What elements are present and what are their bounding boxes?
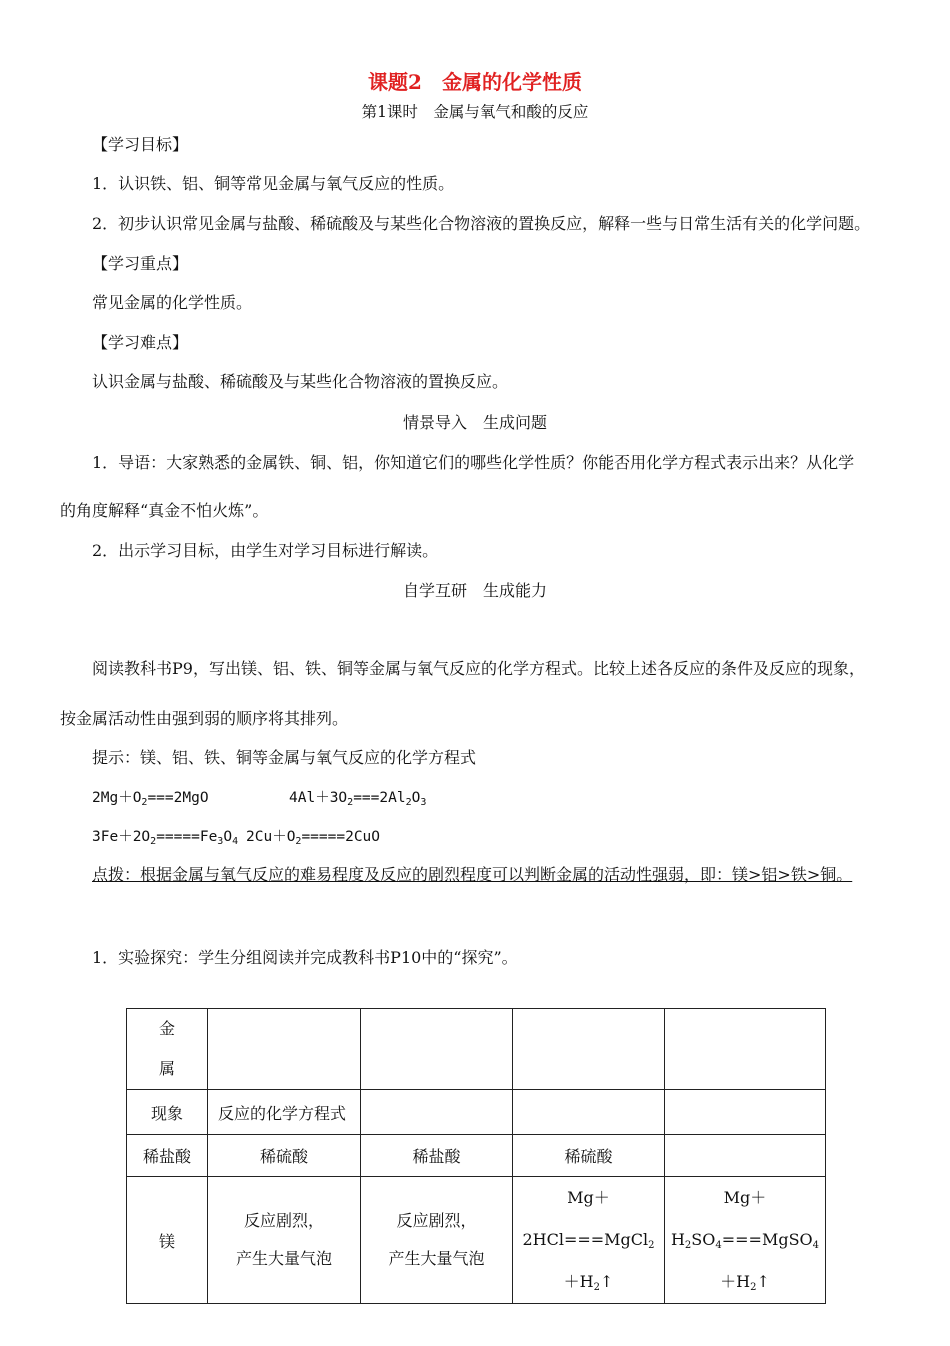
table-cell: [361, 1090, 513, 1135]
table-cell-hcl: 稀盐酸: [127, 1135, 208, 1177]
section-heading-intro: 情景导入 生成问题: [402, 413, 547, 432]
table-cell-h2so4: 稀硫酸: [208, 1135, 361, 1177]
table-row: [127, 1009, 826, 1090]
difficulties-text: 认识金属与盐酸、稀硫酸及与某些化合物溶液的置换反应。: [92, 372, 509, 391]
table-cell-equation-hcl: Mg＋2HCl===MgCl$_2$ $+H_2↑$: [513, 1177, 665, 1304]
table-cell: [513, 1009, 665, 1090]
equation-iron-oxygen: $3Fe+2O_2=====Fe_3O_4$: [92, 829, 239, 847]
table-cell-equation: 反应的化学方程式: [208, 1090, 361, 1135]
table-cell-reaction-h2so4: 反应剧烈， 产生大量气泡: [361, 1177, 513, 1304]
experiment-table: [126, 1008, 826, 1304]
objectives-header: 【学习目标】: [92, 135, 189, 154]
table-row: [127, 1090, 826, 1135]
table-cell: [665, 1009, 826, 1090]
page-subtitle: 第1课时 金属与氧气和酸的反应: [361, 103, 589, 121]
table-cell: [361, 1009, 513, 1090]
table-cell-magnesium: 镁: [127, 1177, 208, 1304]
table-cell: [665, 1135, 826, 1177]
equation-aluminum-oxygen: $4Al+3O_2===2Al_2O_3$: [289, 790, 427, 808]
intro-item-1-line1: 1．导语：大家熟悉的金属铁、铜、铝，你知道它们的哪些化学性质？你能否用化学方程式表示出来？从化学: [92, 453, 855, 472]
experiment-task: 1．实验探究：学生分组阅读并完成教科书P10中的“探究”。: [92, 948, 518, 967]
equation-copper-oxygen: $2Cu+O_2=====2CuO$: [246, 829, 381, 847]
table-cell: [208, 1009, 361, 1090]
key-points-header: 【学习重点】: [92, 254, 189, 273]
key-points-text: 常见金属的化学性质。: [92, 293, 253, 312]
table-cell: [513, 1090, 665, 1135]
table-cell-h2so4: 稀硫酸: [513, 1135, 665, 1177]
objective-1: 1．认识铁、铝、铜等常见金属与氧气反应的性质。: [92, 174, 455, 193]
table-cell-equation-h2so4: $Mg+H_2SO_4===MgSO_4$ $+H_2↑$: [665, 1177, 826, 1304]
hint-text: 提示：镁、铝、铁、铜等金属与氧气反应的化学方程式: [92, 748, 477, 767]
table-cell: [665, 1090, 826, 1135]
objective-2: 2．初步认识常见金属与盐酸、稀硫酸及与某些化合物溶液的置换反应，解释一些与日常生活有关的化学问题。: [92, 214, 871, 233]
reading-task-line1: 阅读教科书P9，写出镁、铝、铁、铜等金属与氧气反应的化学方程式。比较上述各反应的条件及反应的现象，: [92, 659, 865, 678]
intro-item-1-line2: 的角度解释“真金不怕火炼”。: [60, 501, 269, 520]
table-cell-reaction-hcl: 反应剧烈， 产生大量气泡: [208, 1177, 361, 1304]
section-heading-self-study: 自学互研 生成能力: [402, 581, 547, 600]
intro-item-2: 2．出示学习目标，由学生对学习目标进行解读。: [92, 541, 439, 560]
table-cell-hcl: 稀盐酸: [361, 1135, 513, 1177]
reading-task-line2: 按金属活动性由强到弱的顺序将其排列。: [60, 709, 349, 728]
tip-text: 点拨：根据金属与氧气反应的难易程度及反应的剧烈程度可以判断金属的活动性强弱，即：镁>铝>铁>铜。: [92, 865, 853, 884]
table-cell-metal: 金 属: [127, 1009, 208, 1090]
page-title: 课题2 金属的化学性质: [368, 70, 582, 94]
equation-magnesium-oxygen: $2Mg+O_2===2MgO$: [92, 790, 209, 808]
table-row: [127, 1177, 826, 1304]
difficulties-header: 【学习难点】: [92, 333, 189, 352]
table-cell-phenomenon: 现象: [127, 1090, 208, 1135]
table-row: [127, 1135, 826, 1177]
